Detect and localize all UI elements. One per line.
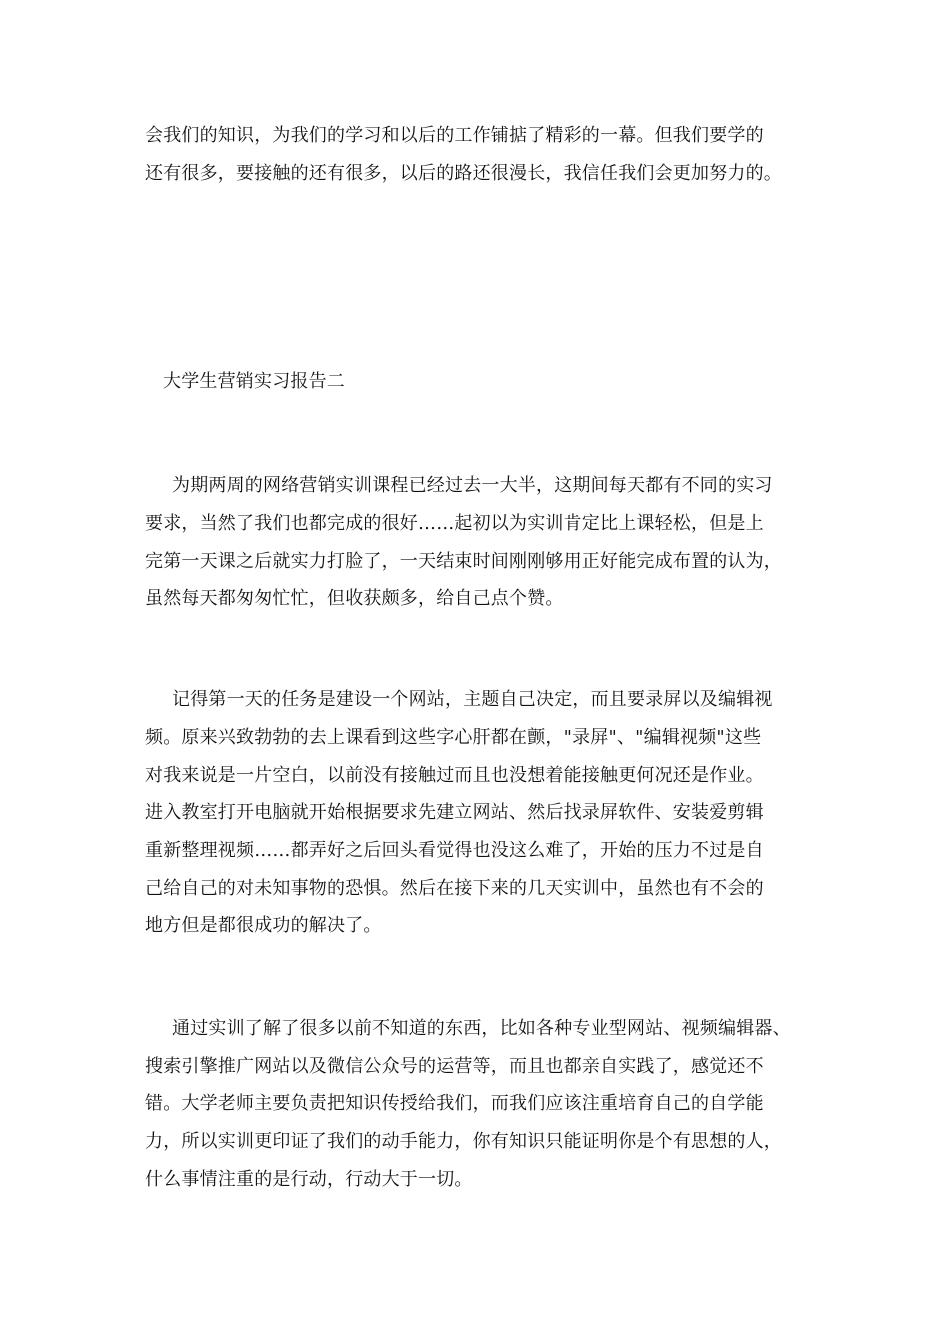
paragraph-line: 通过实训了解了很多以前不知道的东西，比如各种专业型网站、视频编辑器、 [172,1018,791,1039]
paragraph-line: 进入教室打开电脑就开始根据要求先建立网站、然后找录屏软件、安装爱剪辑 [145,802,764,823]
paragraph-line: 虽然每天都匆匆忙忙，但收获颇多，给自己点个赞。 [145,588,564,609]
paragraph-line: 力，所以实训更印证了我们的动手能力，你有知识只能证明你是个有思想的人， [145,1131,782,1152]
paragraph-line: 要求，当然了我们也都完成的很好……起初以为实训肯定比上课轻松，但是上 [145,513,764,534]
paragraph-line: 对我来说是一片空白，以前没有接触过而且也没想着能接触更何况还是作业。 [145,765,764,786]
paragraph-line: 重新整理视频……都弄好之后回头看觉得也没这么难了，开始的压力不过是自 [145,840,764,861]
paragraph-line: 记得第一天的任务是建设一个网站，主题自己决定，而且要录屏以及编辑视 [172,689,773,710]
paragraph-line: 完第一天课之后就实力打脸了，一天结束时间刚刚够用正好能完成布置的认为， [145,551,782,572]
paragraph-line: 错。大学老师主要负责把知识传授给我们，而我们应该注重培育自己的自学能 [145,1093,764,1114]
paragraph-line: 什么事情注重的是行动，行动大于一切。 [145,1169,473,1190]
intro-line: 会我们的知识，为我们的学习和以后的工作铺掂了精彩的一幕。但我们要学的 [145,125,764,146]
intro-line: 还有很多，要接触的还有很多，以后的路还很漫长，我信任我们会更加努力的。 [145,163,782,184]
paragraph-line: 频。原来兴致勃勃的去上课看到这些字心肝都在颤，"录屏"、"编辑视频"这些 [145,727,762,748]
section-title: 大学生营销实习报告二 [163,371,345,392]
paragraph-line: 地方但是都很成功的解决了。 [145,915,382,936]
paragraph-line: 己给自己的对未知事物的恐惧。然后在接下来的几天实训中，虽然也有不会的 [145,878,764,899]
paragraph-line: 为期两周的网络营销实训课程已经过去一大半，这期间每天都有不同的实习 [172,475,773,496]
paragraph-line: 搜索引擎推广网站以及微信公众号的运营等，而且也都亲自实践了，感觉还不 [145,1056,764,1077]
